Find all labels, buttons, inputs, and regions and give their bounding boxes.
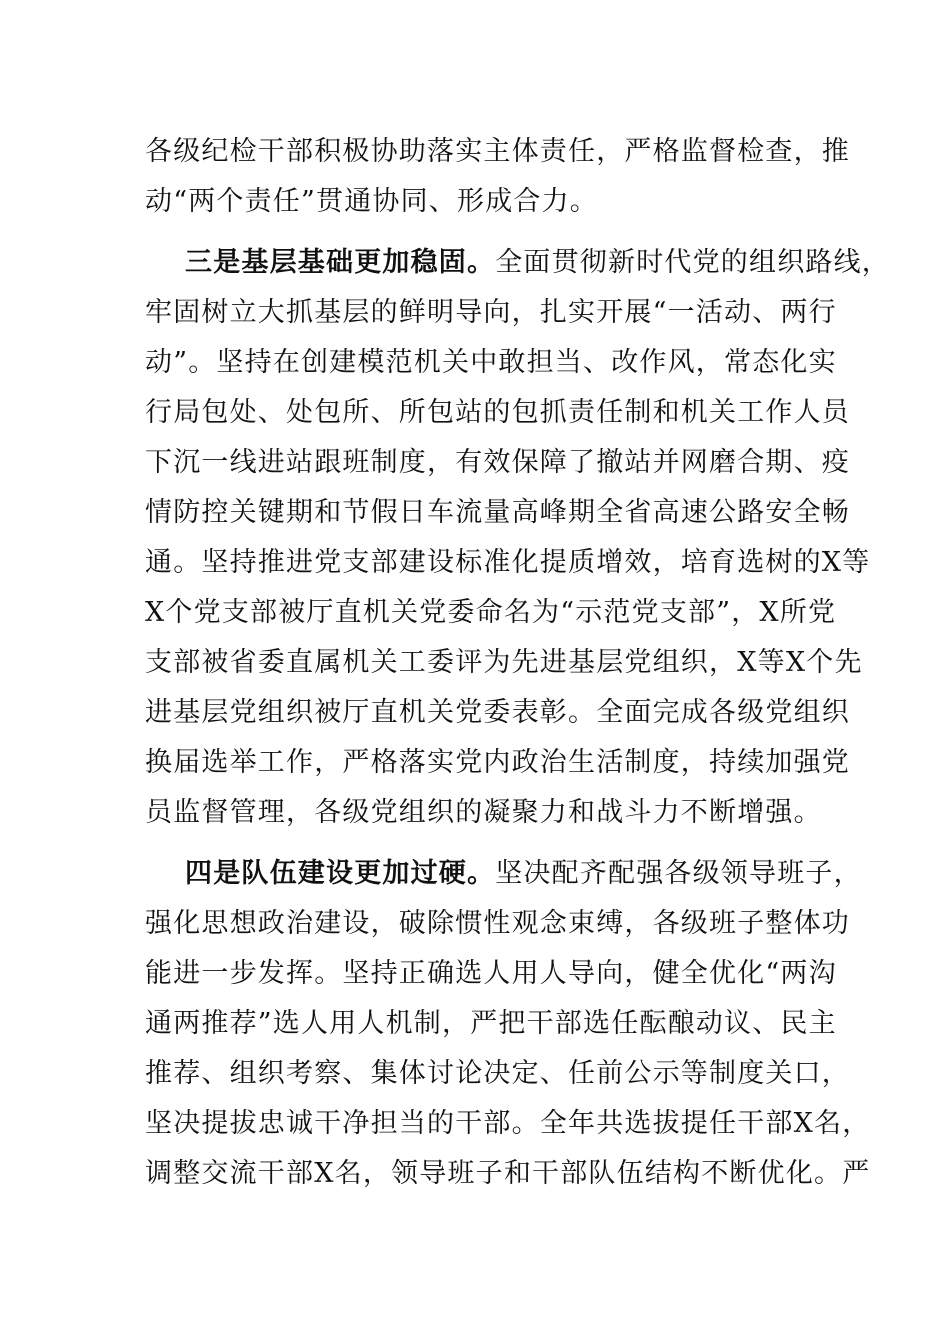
paragraph2-line-2: 牢固树立大抓基层的鲜明导向，扎实开展“一活动、两行 [145,297,837,328]
paragraph2-first-line [185,245,891,281]
paragraph2-heading: 三是基层基础更加稳固。 [185,247,496,278]
paragraph2-line-12: 员监督管理，各级党组织的凝聚力和战斗力不断增强。 [145,797,822,828]
paragraph2-line-8: X个党支部被厅直机关党委命名为“示范党支部”，X所党 [145,597,837,628]
paragraph2-first-line-text: 全面贯彻新时代党的组织路线， [495,247,891,278]
paragraph3-heading: 四是队伍建设更加过硬。 [185,858,496,889]
paragraph2-line-4: 行局包处、处包所、所包站的包抓责任制和机关工作人员 [145,397,850,428]
paragraph1-line-1: 各级纪检干部积极协助落实主体责任，严格监督检查，推 [145,136,850,167]
paragraph3-line-2: 强化思想政治建设，破除惯性观念束缚，各级班子整体功 [145,908,850,939]
paragraph3-line-4: 通两推荐”选人用人机制，严把干部选任酝酿动议、民主 [145,1008,837,1039]
paragraph2-line-6: 情防控关键期和节假日车流量高峰期全省高速公路安全畅 [145,497,850,528]
paragraph2-line-10: 进基层党组织被厅直机关党委表彰。全面完成各级党组织 [145,697,850,728]
paragraph3-line-3: 能进一步发挥。坚持正确选人用人导向，健全优化“两沟 [145,958,837,989]
paragraph2-line-5: 下沉一线进站跟班制度，有效保障了撤站并网磨合期、疫 [145,447,850,478]
paragraph3-first-line [185,856,865,892]
paragraph3-line-6: 坚决提拔忠诚干净担当的干部。全年共选拔提任干部X名， [145,1108,871,1139]
paragraph2-line-7: 通。坚持推进党支部建设标准化提质增效，培育选树的X等 [145,547,871,578]
paragraph2-line-3: 动”。坚持在创建模范机关中敢担当、改作风，常态化实 [145,347,837,378]
paragraph3-line-5: 推荐、组织考察、集体讨论决定、任前公示等制度关口， [145,1058,850,1089]
paragraph2-line-9: 支部被省委直属机关工委评为先进基层党组织，X等X个先 [145,647,863,678]
paragraph2-line-11: 换届选举工作，严格落实党内政治生活制度，持续加强党 [145,747,850,778]
paragraph1-line-2: 动“两个责任”贯通协同、形成合力。 [145,186,599,217]
paragraph3-line-7: 调整交流干部X名，领导班子和干部队伍结构不断优化。严 [145,1158,871,1189]
paragraph3-first-line-text: 坚决配齐配强各级领导班子， [495,858,862,889]
